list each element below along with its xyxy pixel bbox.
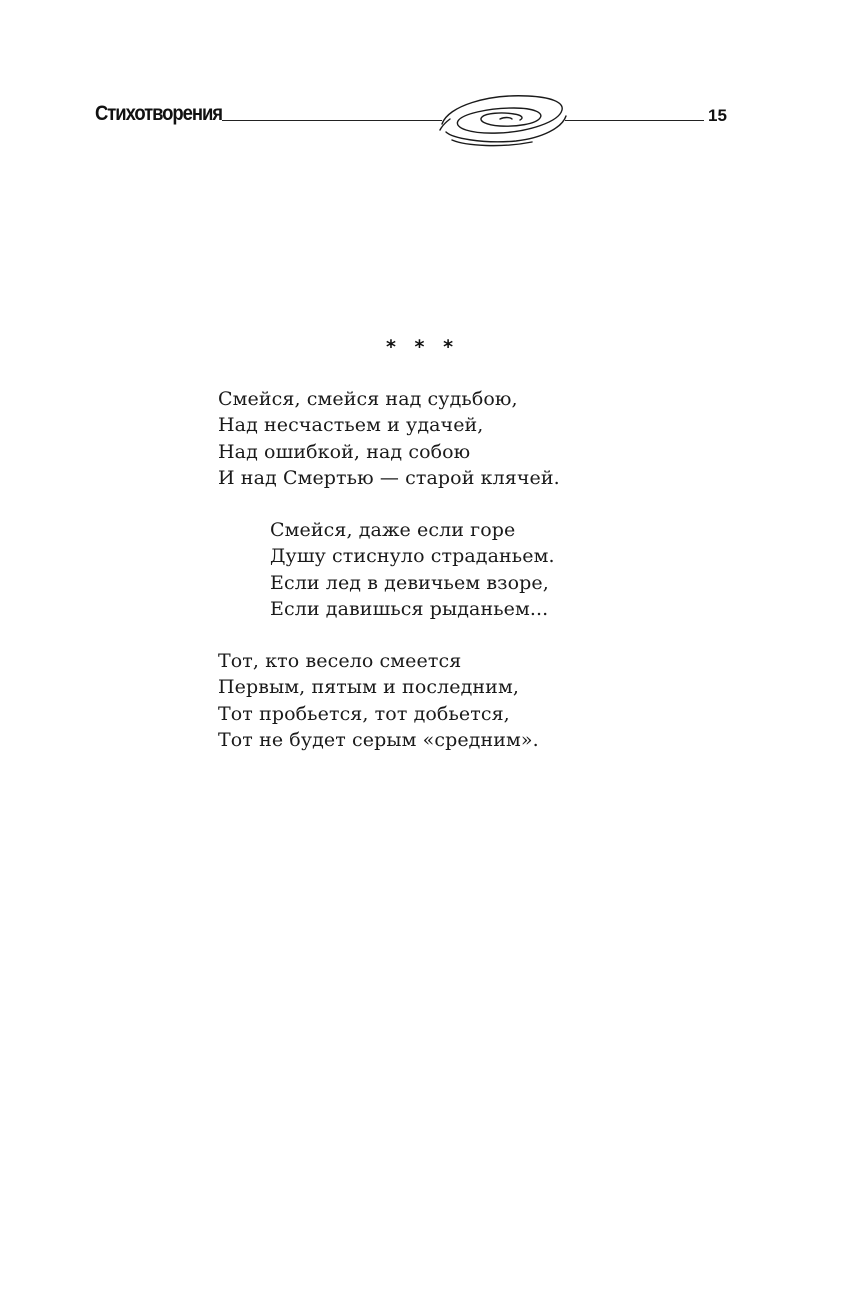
- poem-line: Над несчастьем и удачей,: [218, 414, 484, 437]
- poem-line: Первым, пятым и последним,: [218, 676, 519, 699]
- poem-line: Тот пробьется, тот добьется,: [218, 702, 510, 725]
- poem-line: Тот, кто весело смеется: [218, 650, 462, 672]
- running-title: Стихотворения: [95, 102, 223, 125]
- poem-line: Смейся, смейся над судьбою,: [218, 388, 518, 410]
- poem-separator: * * *: [385, 336, 460, 358]
- stanza-2: [270, 517, 555, 622]
- poem-line: Тот не будет серым «средним».: [218, 728, 539, 751]
- poem-line: Смейся, даже если горе: [270, 519, 516, 541]
- poem-line: Душу стиснуло страданьем.: [270, 545, 555, 568]
- stanza-1: [218, 386, 560, 491]
- poem-line: Если давишься рыданьем...: [270, 597, 549, 620]
- stanza-3: [218, 648, 539, 753]
- poem-line: И над Смертью — старой клячей.: [218, 466, 560, 489]
- page-number: 15: [708, 106, 727, 125]
- poem-line: Над ошибкой, над собою: [218, 440, 471, 463]
- poem-line: Если лед в девичьем взоре,: [270, 571, 549, 594]
